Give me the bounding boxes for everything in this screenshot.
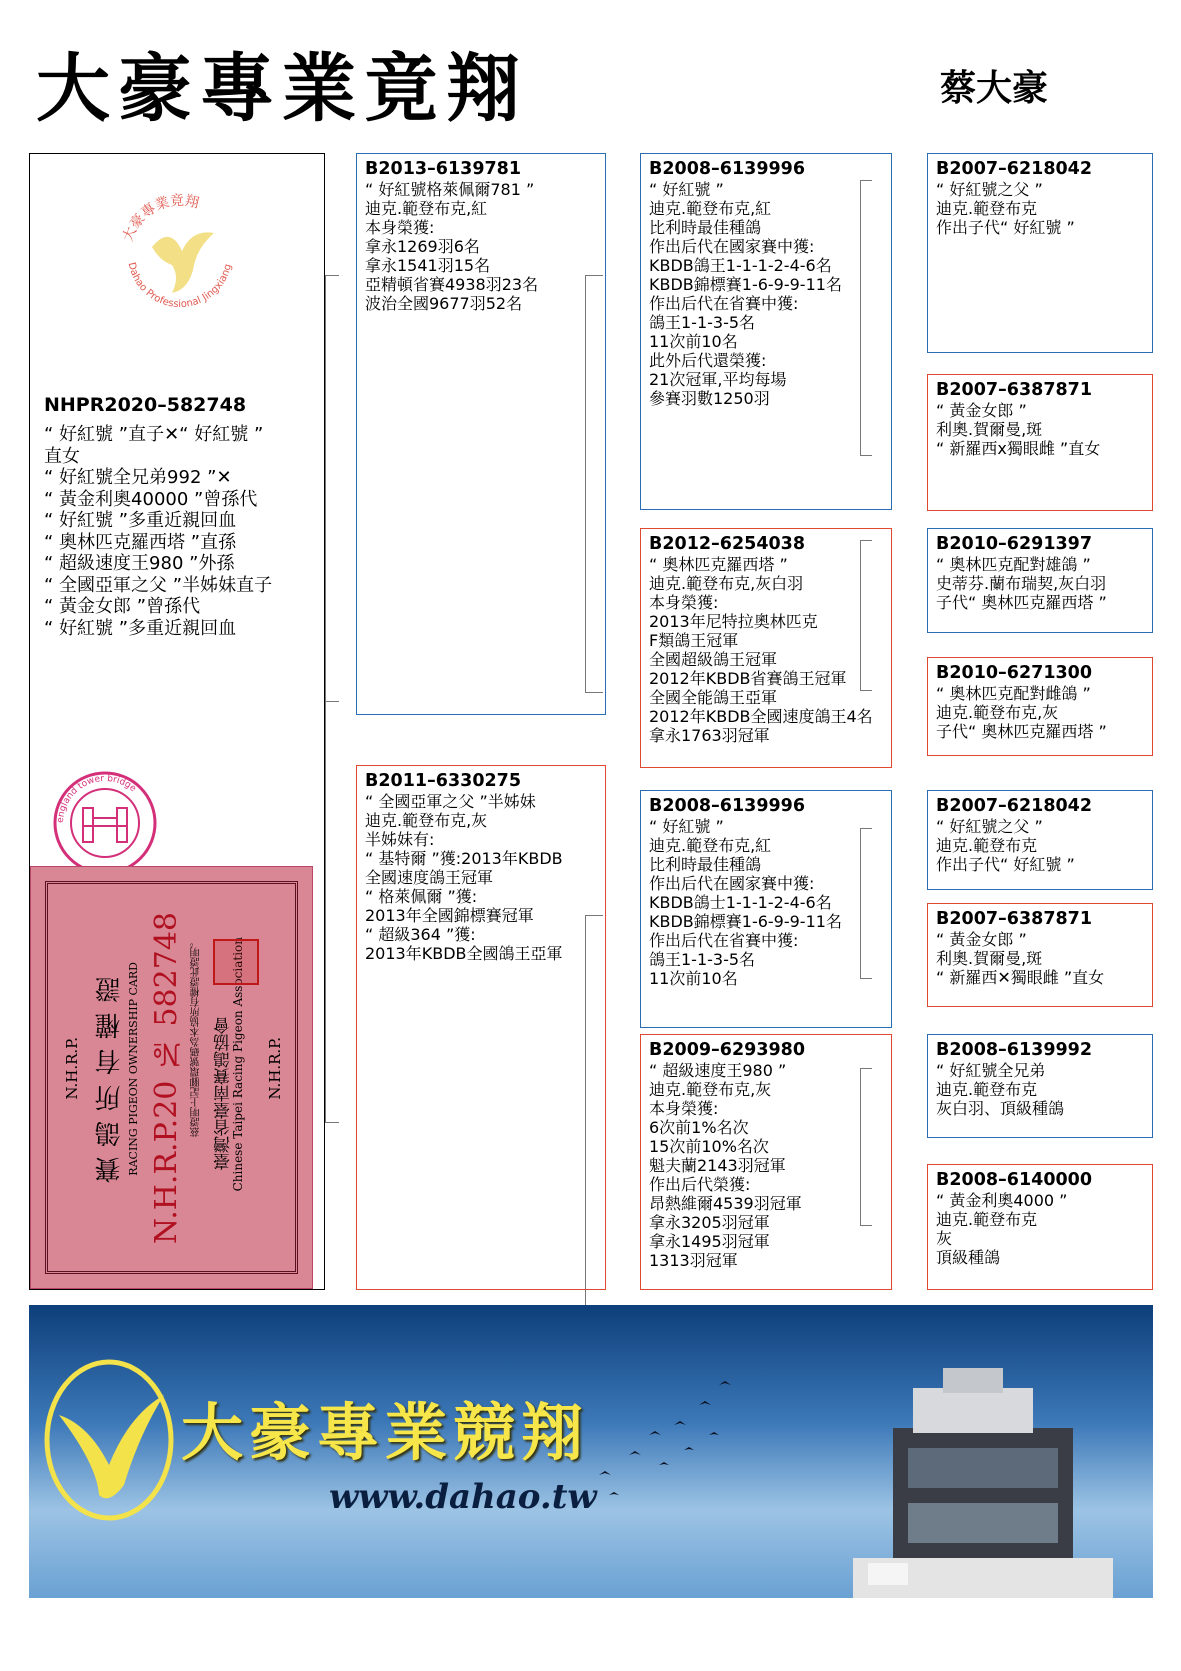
banner-title: 大豪專業競翔: [181, 1396, 590, 1469]
pedigree-line: 本身榮獲:: [365, 218, 435, 237]
pedigree-line: “ 新羅西x獨眼雌 ”直女: [936, 439, 1101, 458]
pedigree-card-dam-sire: [640, 790, 892, 1028]
pedigree-line: 21次冠軍,平均每場: [649, 370, 787, 389]
pedigree-card-dss: [927, 790, 1153, 890]
pedigree-line: 史蒂芬.蘭布瑞契,灰白羽: [936, 574, 1107, 593]
card-seal-icon: [213, 939, 259, 985]
subject-line: “ 好紅號 ”多重近親回血: [44, 510, 237, 531]
pedigree-line: 迪克.範登布克,紅: [365, 199, 488, 218]
pedigree-line: 本身榮獲:: [649, 593, 719, 612]
pedigree-line: “ 黃金女郎 ”: [936, 930, 1027, 949]
ring-number: B2007–6218042: [936, 796, 1093, 816]
svg-text:england tower bridge: [56, 774, 138, 823]
pedigree-card-ddd: [927, 1164, 1153, 1290]
pedigree-card-sire-sire: [640, 153, 892, 510]
pedigree-line: 拿永1763羽冠軍: [649, 726, 770, 745]
flying-birds-icon: [589, 1365, 749, 1505]
pedigree-line: 作出后代在國家賽中獲:: [649, 874, 815, 893]
pedigree-line: 參賽羽數1250羽: [649, 389, 770, 408]
card-association-en: Chinese Taipei Racing Pigeon Association: [231, 937, 245, 1192]
pedigree-line: 11次前10名: [649, 969, 738, 988]
pedigree-line: 2012年KBDB全國速度鴿王4名: [649, 707, 873, 726]
logo-circle-text: 大豪專業竟翔: [120, 192, 201, 244]
card-association: 臺灣省臺南賽鴿協會: [214, 1017, 234, 1170]
ring-number: B2010–6291397: [936, 534, 1093, 554]
pedigree-line: 迪克.範登布克: [936, 836, 1038, 855]
pedigree-card-dsd: [927, 903, 1153, 1007]
pedigree-line: F類鴿王冠軍: [649, 631, 739, 650]
pedigree-line: 拿永1541羽15名: [365, 256, 491, 275]
ring-number: B2008–6139992: [936, 1040, 1093, 1060]
pedigree-line: 昂熱維爾4539羽冠軍: [649, 1194, 802, 1213]
ring-number: B2007–6387871: [936, 909, 1093, 929]
connector-line: [325, 701, 339, 702]
ownership-card: [30, 866, 313, 1289]
subject-line: “ 黃金利奧40000 ”曾孫代: [44, 488, 258, 510]
pedigree-line: 迪克.範登布克,灰: [365, 811, 488, 830]
pedigree-line: 迪克.範登布克,紅: [649, 199, 772, 218]
owner-name: 蔡大豪: [940, 67, 1049, 109]
pedigree-line: 拿永1495羽冠軍: [649, 1232, 770, 1251]
pedigree-card-sss: [927, 153, 1153, 353]
pedigree-line: 2013年KBDB全國鴿王亞軍: [365, 944, 563, 963]
pedigree-line: 頂級種鴿: [936, 1248, 1001, 1267]
pedigree-card-dam-dam: [640, 1034, 892, 1290]
ring-number: B2007–6387871: [936, 380, 1093, 400]
ring-number: B2010–6271300: [936, 663, 1093, 683]
subject-line: “ 超級速度王980 ”外孫: [44, 553, 235, 574]
subject-description: [44, 424, 272, 639]
pedigree-line: “ 超級速度王980 ”: [649, 1061, 787, 1080]
bird-logo-icon: [39, 1355, 179, 1525]
subject-line: “ 好紅號 ”多重近親回血: [44, 617, 237, 639]
ring-number: B2013–6139781: [365, 159, 522, 179]
pedigree-line: 迪克.範登布克: [936, 199, 1038, 218]
pedigree-line: 迪克.範登布克: [936, 1210, 1038, 1229]
pedigree-line: “ 黃金利奧4000 ”: [936, 1191, 1068, 1210]
pedigree-line: 迪克.範登布克,灰: [936, 703, 1059, 722]
pedigree-line: 迪克.範登布克,灰白羽: [649, 574, 804, 593]
pedigree-line: 比利時最佳種鴿: [649, 218, 762, 237]
ring-number: B2011–6330275: [365, 771, 522, 791]
pedigree-line: “ 好紅號 ”: [649, 817, 724, 836]
tower-bridge-stamp-icon: [50, 768, 160, 878]
pedigree-line: 作出后代在國家賽中獲:: [649, 237, 815, 256]
pedigree-line: 拿永1269羽6名: [365, 237, 480, 256]
pedigree-line: “ 好紅號全兄弟: [936, 1061, 1046, 1080]
connector-line: [325, 275, 339, 1123]
pedigree-line: 本身榮獲:: [649, 1099, 719, 1118]
subject-line: “ 全國亞軍之父 ”半姊妹直子: [44, 574, 273, 596]
pedigree-line: 2012年KBDB省賽鴿王冠軍: [649, 669, 847, 688]
pedigree-line: 15次前10%名次: [649, 1137, 769, 1156]
pedigree-line: 1313羽冠軍: [649, 1251, 738, 1270]
pedigree-line: “ 奧林匹克配對雄鴿 ”: [936, 555, 1091, 574]
subject-line: “ 好紅號全兄弟992 ”✕: [44, 467, 232, 488]
pedigree-line: “ 格萊佩爾 ”獲:: [365, 887, 478, 906]
svg-text:大豪專業竟翔: [119, 193, 200, 244]
card-subtitle: RACING PIGEON OWNERSHIP CARD: [127, 962, 140, 1176]
pedigree-line: 作出后代榮獲:: [649, 1175, 751, 1194]
pedigree-line: KBDB鴿士1-1-1-2-4-6名: [649, 893, 832, 912]
pedigree-line: 利奧.賀爾曼,斑: [936, 949, 1043, 968]
pedigree-line: “ 奧林匹克羅西塔 ”: [649, 555, 788, 574]
pedigree-line: “ 好紅號之父 ”: [936, 180, 1043, 199]
pedigree-card-dds: [927, 1034, 1153, 1138]
pedigree-line: 全國全能鴿王亞軍: [649, 688, 778, 707]
pedigree-card-sdd: [927, 657, 1153, 756]
subject-line: “ 黃金女郎 ”曾孫代: [44, 596, 201, 617]
pedigree-line: “ 新羅西✕獨眼雌 ”直女: [936, 968, 1105, 987]
pedigree-line: 魁夫蘭2143羽冠軍: [649, 1156, 786, 1175]
pedigree-line: 灰白羽、頂級種鴿: [936, 1099, 1065, 1118]
card-title: 賽鴿所有權證: [95, 967, 125, 1183]
pedigree-line: “ 基特爾 ”獲:2013年KBDB: [365, 849, 563, 868]
pedigree-card-sire-dam: [640, 528, 892, 768]
ring-number: B2008–6139996: [649, 796, 806, 816]
subject-ring-number: NHPR2020–582748: [44, 394, 247, 416]
card-number: N.H.R.P.20 № 582748: [149, 912, 184, 1245]
pedigree-line: “ 好紅號 ”: [649, 180, 724, 199]
pedigree-line: 子代“ 奧林匹克羅西塔 ”: [936, 722, 1107, 741]
pedigree-line: 2013年尼特拉奧林匹克: [649, 612, 818, 631]
card-side-left: N.H.R.P.: [63, 1037, 81, 1100]
pedigree-line: 半姊妹有:: [365, 830, 435, 849]
pedigree-line: 11次前10名: [649, 332, 738, 351]
promo-banner: [29, 1305, 1153, 1598]
pedigree-line: “ 黃金女郎 ”: [936, 401, 1027, 420]
ring-number: B2009–6293980: [649, 1040, 806, 1060]
pedigree-line: 鴿王1-1-3-5名: [649, 313, 756, 332]
pedigree-line: 作出后代在省賽中獲:: [649, 931, 799, 950]
pedigree-line: 作出子代“ 好紅號 ”: [936, 855, 1075, 874]
pedigree-line: “ 超級364 ”獲:: [365, 925, 476, 944]
pedigree-line: 迪克.範登布克,灰: [649, 1080, 772, 1099]
pedigree-line: KBDB鴿王1-1-1-2-4-6名: [649, 256, 832, 275]
loft-building-icon: [853, 1368, 1113, 1598]
pedigree-line: 作出后代在省賽中獲:: [649, 294, 799, 313]
pedigree-line: “ 好紅號格萊佩爾781 ”: [365, 180, 535, 199]
pedigree-line: 全國速度鴿王冠軍: [365, 868, 494, 887]
ring-number: B2008–6139996: [649, 159, 806, 179]
pedigree-line: 作出子代“ 好紅號 ”: [936, 218, 1075, 237]
pedigree-card-dam: [356, 765, 606, 1290]
pedigree-line: 迪克.範登布克,紅: [649, 836, 772, 855]
dahao-logo-icon: [110, 185, 250, 325]
banner-url: www.dahao.tw: [329, 1477, 597, 1517]
card-note: 茲證明上記腳環號碼為本協所有權證此證明。: [191, 937, 202, 1137]
pedigree-line: 亞精頓省賽4938羽23名: [365, 275, 539, 294]
subject-line: 直女: [44, 445, 80, 467]
pedigree-line: KBDB錦標賽1-6-9-9-11名: [649, 912, 842, 931]
ring-number: B2012–6254038: [649, 534, 806, 554]
pedigree-line: 鴿王1-1-3-5名: [649, 950, 756, 969]
ring-number: B2008–6140000: [936, 1170, 1093, 1190]
pedigree-line: “ 全國亞軍之父 ”半姊妹: [365, 792, 536, 811]
page-title: 大豪專業竟翔: [36, 46, 528, 132]
pedigree-line: 拿永3205羽冠軍: [649, 1213, 770, 1232]
pedigree-line: 6次前1%名次: [649, 1118, 749, 1137]
pedigree-line: 利奧.賀爾曼,斑: [936, 420, 1043, 439]
stamp-text: england tower bridge: [55, 773, 138, 824]
ring-number: B2007–6218042: [936, 159, 1093, 179]
pedigree-line: 波治全國9677羽52名: [365, 294, 523, 313]
pedigree-line: 迪克.範登布克: [936, 1080, 1038, 1099]
card-side-right: N.H.R.P.: [266, 1037, 284, 1100]
pedigree-line: “ 奧林匹克配對雌鴿 ”: [936, 684, 1091, 703]
subject-line: “ 好紅號 ”直子✕“ 好紅號 ”: [44, 424, 264, 445]
pedigree-line: 比利時最佳種鴿: [649, 855, 762, 874]
pedigree-line: 全國超級鴿王冠軍: [649, 650, 778, 669]
pedigree-card-sire: [356, 153, 606, 715]
subject-line: “ 奧林匹克羅西塔 ”直孫: [44, 531, 237, 553]
logo-latin-text: Dahao Professional Jingxiang: [125, 261, 235, 311]
pedigree-line: 此外后代還榮獲:: [649, 351, 767, 370]
pedigree-card-sds: [927, 528, 1153, 633]
pedigree-line: “ 好紅號之父 ”: [936, 817, 1043, 836]
pedigree-line: 子代“ 奧林匹克羅西塔 ”: [936, 593, 1107, 612]
pedigree-card-ssd: [927, 374, 1153, 511]
pedigree-line: KBDB錦標賽1-6-9-9-11名: [649, 275, 842, 294]
pedigree-line: 灰: [936, 1229, 953, 1248]
pedigree-line: 2013年全國錦標賽冠軍: [365, 906, 534, 925]
